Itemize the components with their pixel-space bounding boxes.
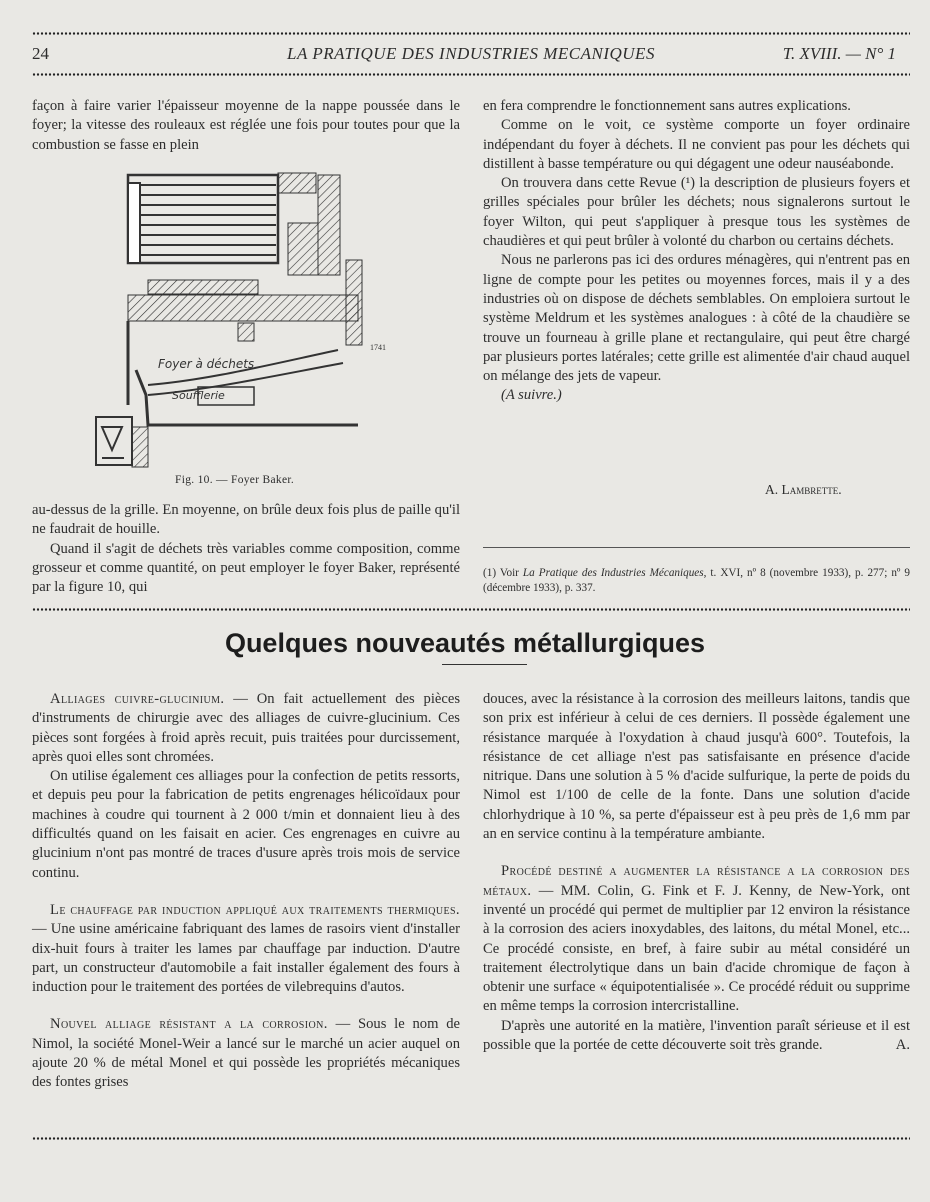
footnote-rest: , t. XVI, nº 8 (novembre 1933), p. 277; nº 9 (décembre 1933), p. 337.	[483, 567, 910, 594]
title-underline	[442, 664, 527, 665]
top-dotted-rule	[32, 31, 910, 36]
boiler-diagram	[88, 165, 388, 470]
left-column-top	[32, 97, 460, 155]
end-initial: A.	[895, 1037, 910, 1054]
paragraph: — Une usine américaine fabriquant des lames de rasoirs vient d'installer dix-huit fours à traiter les lames par chauffage par induction. D'autre part, un constructeur d'automobile a fait installer également des fours à induction pour le traitement des portées de vilebrequins d'autos.	[32, 921, 460, 996]
author-initial: A.	[765, 482, 779, 497]
footnote-journal: La Pratique des Industries Mécaniques	[522, 567, 704, 579]
label-soufflerie: Soufflerie	[172, 389, 225, 402]
author-signature	[765, 482, 842, 498]
right-column-top	[483, 97, 910, 406]
figure-code: 1741	[370, 343, 386, 352]
header-dotted-rule	[32, 72, 910, 77]
paragraph: On utilise également ces alliages pour la confection de petits ressorts, et depuis peu pour la fabrication de petits engrenages hélicoïdaux pour machines à coudre qui tournent à 2 000 t/min et donnaient lieu à des difficultés quand on les faisait en acier. Ces engrenages en cuivre au glucinium n'ont pas montré de traces d'usure après trois mois de service continu.	[32, 768, 460, 881]
label-foyer-a-dechets: Foyer à déchets	[158, 357, 255, 371]
paragraph: — Sous le nom de Nimol, la société Monel-Weir a lancé sur le marché un acier auquel on ajoute 20 % de métal Monel et qui possède les propriétés mécaniques des fontes grises	[32, 1016, 461, 1091]
section-dotted-rule	[32, 607, 910, 612]
paragraph: douces, avec la résistance à la corrosion des meilleurs laitons, tandis que son prix est inférieur à celui de ces derniers. Il possède également une résistance marquée à l'oxydation à chaud jusqu'à 600°. Toutefois, la résistance de cet alliage n'est pas satisfaisante en présence d'acide nitrique. Dans une solution à 5 % d'acide sulfurique, la perte de poids du Nimol est 1/100 de celle de la fonte. Dans une solution d'acide chlorhydrique à 10 %, sa perte d'épaisseur est à peu près de 1,6 mm par an en service continu à la température ambiante.	[483, 691, 910, 843]
subheading-nouvel-alliage: Nouvel alliage résistant a la corrosion.	[50, 1016, 328, 1033]
footnote	[483, 566, 910, 596]
footnote-prefix: (1) Voir	[483, 567, 523, 579]
paragraph: Nous ne parlerons pas ici des ordures ménagères, qui n'entrent pas en ligne de compte pour les petites ou moyennes forces, mais il y a des industries où on dispose de déchets semblables. On emploiera surtout le système Meldrum et les systèmes analogues : à côté de la chaudière se trouve un fourneau à grille plane et rectangulaire, qui peut être chargé par plusieurs portes latérales; cette grille est alimentée d'air chaud auquel on mélange des jets de vapeur.	[483, 252, 910, 385]
paragraph: — On fait actuellement des pièces d'instruments de chirurgie avec des alliages de cuivre-glucinium. Ces pièces sont forgées à froid après recuit, puis traitées pour durcissement, après quoi elles sont chromées.	[32, 691, 460, 765]
paragraph: Comme on le voit, ce système comporte un foyer ordinaire indépendant du foyer à déchets. Il ne convient pas pour les déchets qui distillent à basse température ou qui dégagent une odeur nauséabonde.	[483, 117, 910, 172]
to-be-continued: (A suivre.)	[501, 387, 562, 404]
paragraph: Quand il s'agit de déchets très variables comme composition, comme grosseur et comme quantité, on peut employer le foyer Baker, représenté par la figure 10, qui	[32, 540, 460, 596]
footnote-rule	[483, 547, 910, 548]
page-number: 24	[32, 44, 49, 63]
bottom-dotted-rule	[32, 1136, 910, 1141]
paragraph: façon à faire varier l'épaisseur moyenne de la nappe poussée dans le foyer; la vitesse des rouleaux est réglée une fois pour toutes pour que la combustion se fasse en plein	[32, 98, 460, 153]
section-title: Quelques nouveautés métallurgiques	[224, 628, 706, 658]
journal-title: LA PRATIQUE DES INDUSTRIES MECANIQUES	[287, 44, 655, 63]
left-column-bottom	[32, 501, 460, 597]
subheading-procede: Procédé destiné a augmenter la résistance a la corrosion des métaux.	[483, 863, 910, 899]
paragraph: en fera comprendre le fonctionnement sans autres explications.	[483, 98, 851, 114]
section-right-column	[483, 690, 910, 1055]
subheading-alliages: Alliages cuivre-glucinium.	[50, 691, 225, 707]
paragraph: D'après une autorité en la matière, l'invention paraît sérieuse et il est possible que la portée de cette découverte soit très grande.	[483, 1017, 910, 1054]
section-left-column	[32, 690, 460, 1093]
figure-foyer-baker	[88, 165, 388, 470]
paragraph: au-dessus de la grille. En moyenne, on brûle deux fois plus de paille qu'il ne faudrait de houille.	[32, 502, 460, 538]
volume-issue: T. XVIII. — N° 1	[782, 44, 896, 63]
paragraph: — MM. Colin, G. Fink et F. J. Kenny, de New-York, ont inventé un procédé qui permet de multiplier par 12 environ la résistance à la corrosion des aciers inoxydables, des laitons, du métal Monel, etc... Ce procédé consiste, en bref, à faire subir au métal considéré un traitement électrolytique dans un bain d'acide chromique de façon à obtenir une surface « équipotentialisée ». Ce procédé réduit ou supprime en même temps la corrosion intercristalline.	[483, 882, 910, 1015]
figure-caption: Fig. 10. — Foyer Baker.	[175, 474, 295, 486]
subheading-chauffage: Le chauffage par induction appliqué aux traitements thermiques.	[50, 901, 460, 918]
paragraph: On trouvera dans cette Revue (¹) la description de plusieurs foyers et grilles spéciales pour brûler les déchets; nous signalerons surtout le foyer Wilton, qui peut s'appliquer à presque tous les systèmes de chaudières et qui peut brûler à volonté du charbon ou certains déchets.	[483, 175, 910, 250]
author-name: Lambrette.	[781, 482, 842, 497]
running-header	[32, 40, 910, 66]
